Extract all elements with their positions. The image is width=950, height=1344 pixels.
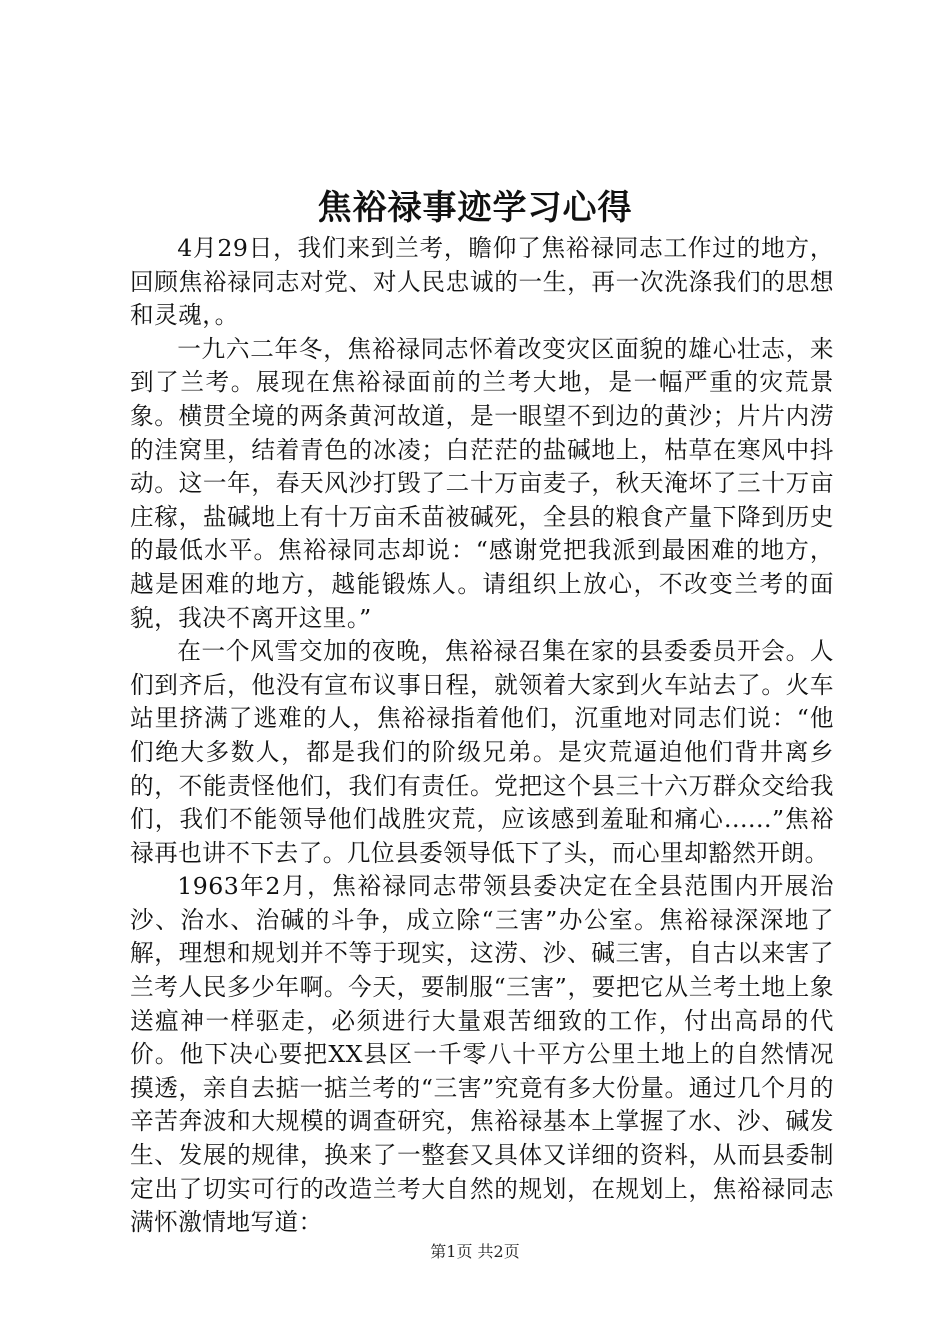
document-title: 焦裕禄事迹学习心得 [317,188,633,228]
page-footer: 第1页 共2页 [430,1242,520,1261]
document-body [130,232,834,1240]
paragraph-2: 一九六二年冬，焦裕禄同志怀着改变灾区面貌的雄心壮志，来到了兰考。展现在焦裕禄面前的兰考大地，是一幅严重的灾荒景象。横贯全境的两条黄河故道，是一眼望不到边的黄沙；片片内涝的洼窝里，结着青色的冰凌；白茫茫的盐碱地上，枯草在寒风中抖动。这一年，春天风沙打毁了二十万亩麦子，秋天淹坏了三十万亩庄稼，盐碱地上有十万亩禾苗被碱死，全县的粮食产量下降到历史的最低水平。焦裕禄同志却说：“感谢党把我派到最困难的地方，越是困难的地方，越能锻炼人。请组织上放心，不改变兰考的面貌，我决不离开这里。” [130,334,834,632]
paragraph-3: 在一个风雪交加的夜晚，焦裕禄召集在家的县委委员开会。人们到齐后，他没有宣布议事日程，就领着大家到火车站去了。火车站里挤满了逃难的人，焦裕禄指着他们，沉重地对同志们说：“他们绝大多数人，都是我们的阶级兄弟。是灾荒逼迫他们背井离乡的，不能责怪他们，我们有责任。党把这个县三十六万群众交给我们，我们不能领导他们战胜灾荒，应该感到羞耻和痛心......”焦裕禄再也讲不下去了。几位县委领导低下了头，而心里却豁然开朗。 [130,637,834,867]
paragraph-4: 1963年2月，焦裕禄同志带领县委决定在全县范围内开展治沙、治水、治碱的斗争，成立除“三害”办公室。焦裕禄深深地了解，理想和规划并不等于现实，这涝、沙、碱三害，自古以来害了兰考人民多少年啊。今天，要制服“三害”，要把它从兰考土地上象送瘟神一样驱走，必须进行大量艰苦细致的工作，付出高昂的代价。他下决心要把XX县区一千零八十平方公里土地上的自然情况摸透，亲自去掂一掂兰考的“三害”究竟有多大份量。通过几个月的辛苦奔波和大规模的调查研究，焦裕禄基本上掌握了水、沙、碱发生、发展的规律，换来了一整套又具体又详细的资料，从而县委制定出了切实可行的改造兰考大自然的规划，在规划上，焦裕禄同志满怀激情地写道： [130,872,834,1237]
paragraph-1: 4月29日，我们来到兰考，瞻仰了焦裕禄同志工作过的地方，回顾焦裕禄同志对党、对人民忠诚的一生，再一次洗涤我们的思想和灵魂，。 [130,234,834,330]
